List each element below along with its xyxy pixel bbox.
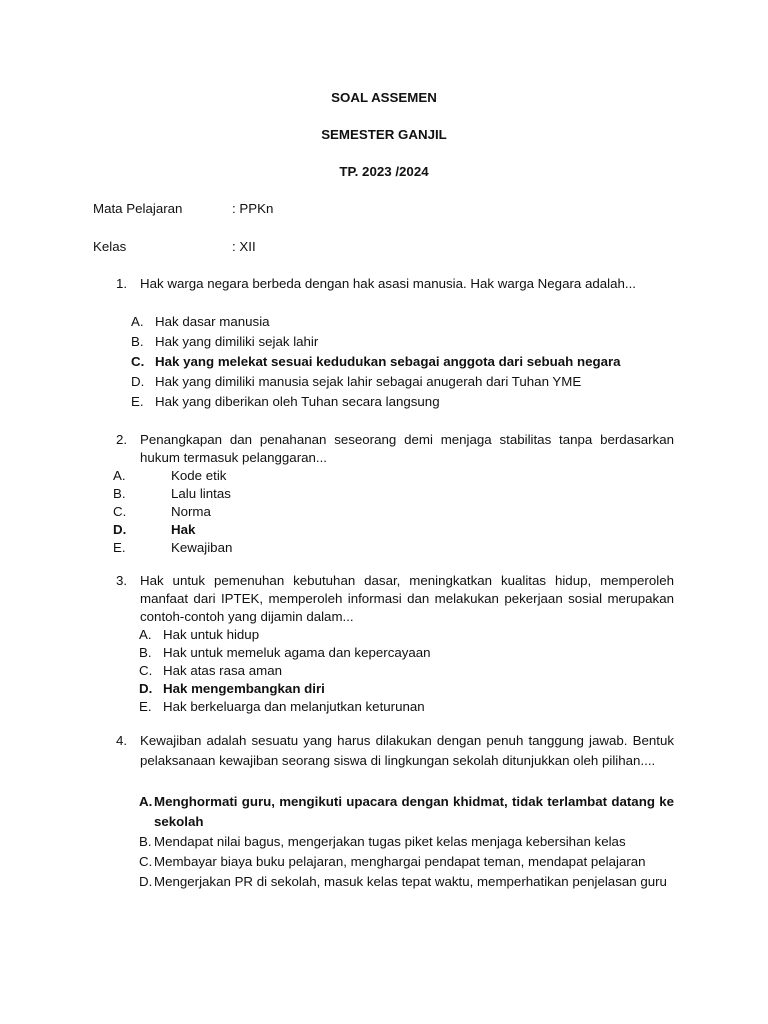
- question-text: Hak untuk pemenuhan kebutuhan dasar, meningkatkan kualitas hidup, memperoleh manfaat dari IPTEK, memperoleh informasi dan melakukan pekerjaan sosial merupakan contoh-contoh yang dijamin dalam...: [140, 573, 674, 624]
- option-letter: B.: [139, 645, 152, 660]
- option-text: Hak untuk hidup: [163, 627, 260, 642]
- subject-value: : PPKn: [232, 201, 274, 216]
- option-letter: C.: [139, 663, 153, 678]
- option-letter: A.: [139, 627, 152, 642]
- option-text: Hak berkeluarga dan melanjutkan keturunan: [163, 699, 425, 714]
- option-text: Hak yang dimiliki manusia sejak lahir sebagai anugerah dari Tuhan YME: [155, 374, 582, 389]
- options-q1: [131, 312, 691, 412]
- question-number: 3.: [116, 573, 128, 588]
- option-text: Kode etik: [171, 468, 227, 483]
- option-letter: B.: [131, 334, 144, 349]
- option-c-answer: [131, 352, 691, 372]
- option-d: [139, 872, 674, 892]
- question-2: [116, 431, 674, 467]
- option-text: Membayar biaya buku pelajaran, menghargai pendapat teman, mendapat pelajaran: [154, 854, 646, 869]
- option-letter: B.: [113, 486, 126, 501]
- class-label: Kelas: [93, 239, 127, 254]
- option-a: [139, 626, 679, 644]
- option-text: Menghormati guru, mengikuti upacara dengan khidmat, tidak terlambat datang ke sekolah: [154, 794, 674, 829]
- option-text: Lalu lintas: [171, 486, 231, 501]
- option-letter: E.: [113, 540, 126, 555]
- option-text: Hak: [171, 522, 196, 537]
- option-text: Hak mengembangkan diri: [163, 681, 325, 696]
- option-b: [113, 485, 673, 503]
- option-letter: D.: [113, 522, 127, 537]
- option-d-answer: [113, 521, 673, 539]
- question-text: Kewajiban adalah sesuatu yang harus dilakukan dengan penuh tanggung jawab. Bentuk pelaksanaan kewajiban seorang siswa di lingkungan sekolah ditunjukkan oleh pilihan....: [140, 733, 674, 768]
- option-letter: C.: [131, 354, 145, 369]
- options-q4: [139, 792, 674, 892]
- option-letter: E.: [131, 394, 144, 409]
- option-text: Hak yang melekat sesuai kedudukan sebagai anggota dari sebuah negara: [155, 354, 621, 369]
- option-c: [113, 503, 673, 521]
- option-c: [139, 852, 674, 872]
- subject-label: Mata Pelajaran: [93, 201, 183, 216]
- option-letter: D.: [139, 681, 153, 696]
- option-text: Hak yang diberikan oleh Tuhan secara langsung: [155, 394, 440, 409]
- option-letter: E.: [139, 699, 152, 714]
- option-e: [131, 392, 691, 412]
- option-a: [131, 312, 691, 332]
- option-b: [139, 832, 674, 852]
- semester-title: SEMESTER GANJIL: [321, 127, 447, 142]
- doc-title: SOAL ASSEMEN: [331, 90, 437, 105]
- option-e: [139, 698, 679, 716]
- option-letter: A.: [113, 468, 126, 483]
- class-value: : XII: [232, 239, 256, 254]
- question-number: 1.: [116, 276, 128, 291]
- option-letter: C.: [113, 504, 127, 519]
- question-number: 4.: [116, 733, 128, 748]
- option-e: [113, 539, 673, 557]
- question-1: [116, 275, 674, 293]
- option-d-answer: [139, 680, 679, 698]
- option-a-answer: [139, 792, 674, 832]
- options-q3: [139, 626, 679, 716]
- option-text: Kewajiban: [171, 540, 233, 555]
- option-a: [113, 467, 673, 485]
- option-c: [139, 662, 679, 680]
- option-text: Hak untuk memeluk agama dan kepercayaan: [163, 645, 431, 660]
- question-4: [116, 731, 674, 771]
- question-text: Hak warga negara berbeda dengan hak asasi manusia. Hak warga Negara adalah...: [140, 276, 636, 291]
- option-text: Mengerjakan PR di sekolah, masuk kelas tepat waktu, memperhatikan penjelasan guru: [154, 874, 667, 889]
- option-text: Hak yang dimiliki sejak lahir: [155, 334, 319, 349]
- question-number: 2.: [116, 432, 128, 447]
- options-q2: [113, 467, 673, 557]
- question-3: [116, 572, 674, 626]
- option-letter: B.: [139, 834, 152, 849]
- option-text: Norma: [171, 504, 211, 519]
- option-text: Hak dasar manusia: [155, 314, 270, 329]
- option-letter: C.: [139, 854, 153, 869]
- option-text: Hak atas rasa aman: [163, 663, 282, 678]
- option-letter: A.: [139, 794, 153, 809]
- question-text: Penangkapan dan penahanan seseorang demi menjaga stabilitas tanpa berdasarkan hukum termasuk pelanggaran...: [140, 432, 674, 465]
- option-b: [139, 644, 679, 662]
- option-letter: D.: [139, 874, 153, 889]
- option-d: [131, 372, 691, 392]
- option-text: Mendapat nilai bagus, mengerjakan tugas piket kelas menjaga kebersihan kelas: [154, 834, 626, 849]
- option-letter: D.: [131, 374, 145, 389]
- class-row: [93, 238, 256, 256]
- option-letter: A.: [131, 314, 144, 329]
- option-b: [131, 332, 691, 352]
- school-year-title: TP. 2023 /2024: [339, 164, 429, 179]
- subject-row: [93, 200, 273, 218]
